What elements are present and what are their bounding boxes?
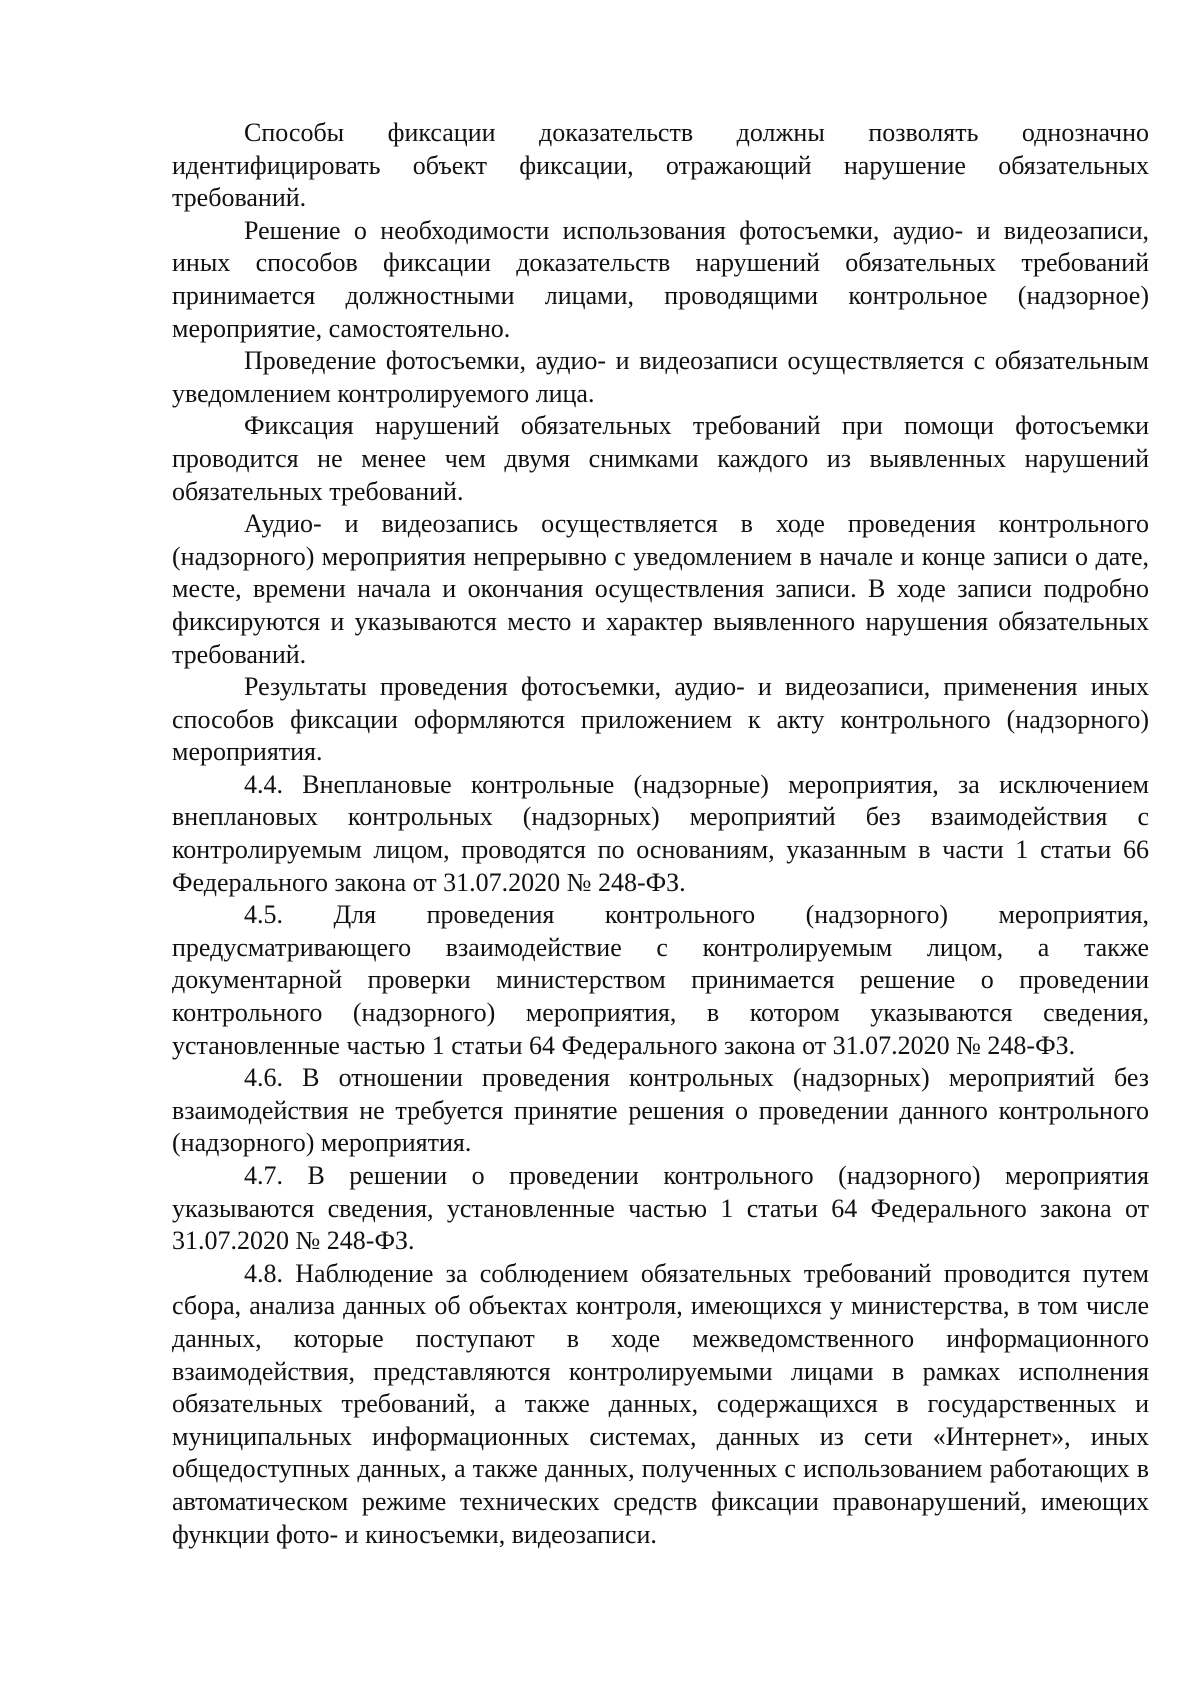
section-4-8: 4.8. Наблюдение за соблюдением обязательных требований проводится путем сбора, анализа данных об объектах контроля, имеющихся у министерства, в том числе данных, которые поступают в ходе межведомственного информационного взаимодействия, представляются контролируемыми лицами в рамках исполнения обязательных требований, а также данных, содержащихся в государственных и муниципальных информационных системах, данных из сети «Интернет», иных общедоступных данных, а также данных, полученных с использованием работающих в автоматическом режиме технических средств фиксации правонарушений, имеющих функции фото- и киносъемки, видеозаписи. [172,1258,1149,1549]
paragraph: Результаты проведения фотосъемки, аудио- и видеозаписи, применения иных способов фиксации оформляются приложением к акту контрольного (надзорного) мероприятия. [172,672,1149,767]
section-4-4: 4.4. Внеплановые контрольные (надзорные) мероприятия, за исключением внеплановых контрольных (надзорных) мероприятий без взаимодействия с контролируемым лицом, проводятся по основаниям, указанным в части 1 статьи 66 Федерального закона от 31.07.2020 № 248-ФЗ. [172,769,1149,897]
paragraph: Фиксация нарушений обязательных требований при помощи фотосъемки проводится не менее чем двумя снимками каждого из выявленных нарушений обязательных требований. [172,411,1149,506]
document-page [172,117,1149,1551]
section-4-7: 4.7. В решении о проведении контрольного (надзорного) мероприятия указываются сведения, установленные частью 1 статьи 64 Федерального закона от 31.07.2020 № 248-ФЗ. [172,1161,1149,1256]
paragraph: Решение о необходимости использования фотосъемки, аудио- и видеозаписи, иных способов фиксации доказательств нарушений обязательных требований принимается должностными лицами, проводящими контрольное (надзорное) мероприятие, самостоятельно. [172,215,1149,343]
paragraph: Проведение фотосъемки, аудио- и видеозаписи осуществляется с обязательным уведомлением контролируемого лица. [172,346,1149,408]
section-4-5: 4.5. Для проведения контрольного (надзорного) мероприятия, предусматривающего взаимодействие с контролируемым лицом, а также документарной проверки министерством принимается решение о проведении контрольного (надзорного) мероприятия, в котором указываются сведения, установленные частью 1 статьи 64 Федерального закона от 31.07.2020 № 248-ФЗ. [172,900,1149,1060]
paragraph: Способы фиксации доказательств должны позволять однозначно идентифицировать объект фиксации, отражающий нарушение обязательных требований. [172,118,1149,213]
section-4-6: 4.6. В отношении проведения контрольных (надзорных) мероприятий без взаимодействия не требуется принятие решения о проведении данного контрольного (надзорного) мероприятия. [172,1063,1149,1158]
paragraph: Аудио- и видеозапись осуществляется в ходе проведения контрольного (надзорного) мероприятия непрерывно с уведомлением в начале и конце записи о дате, месте, времени начала и окончания осуществления записи. В ходе записи подробно фиксируются и указываются место и характер выявленного нарушения обязательных требований. [172,509,1149,669]
